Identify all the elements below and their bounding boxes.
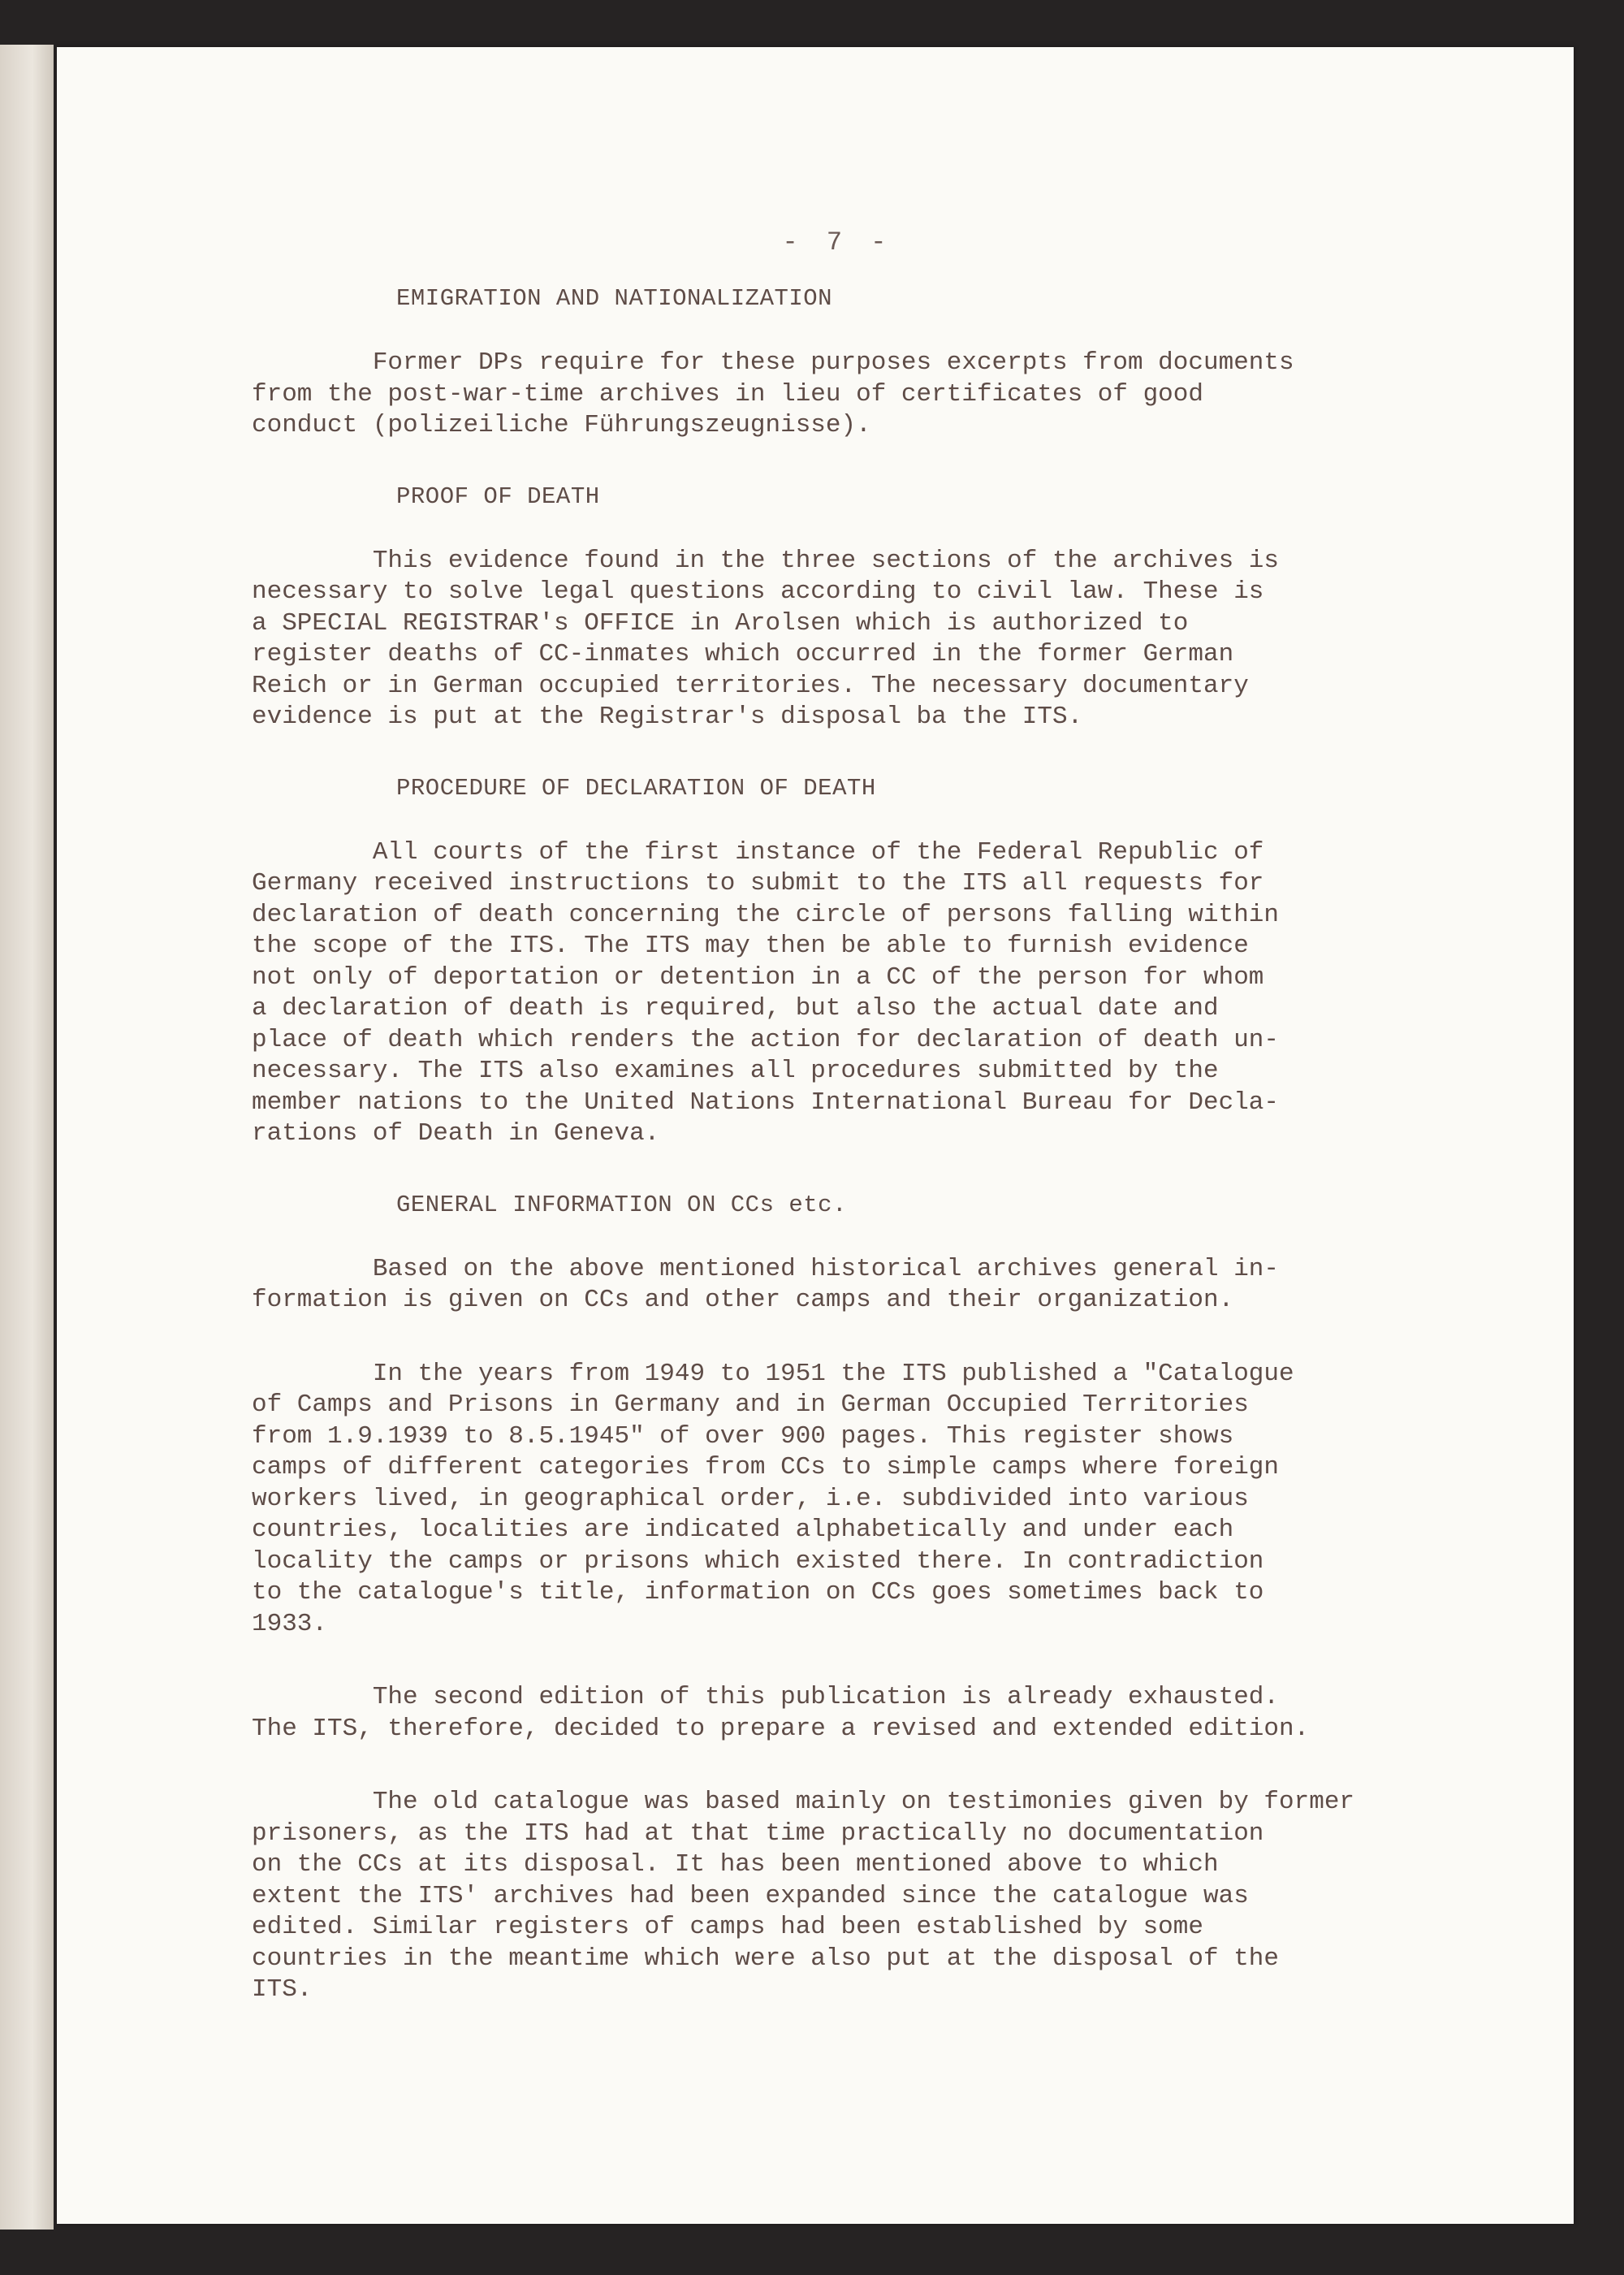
adjacent-page-edge — [0, 45, 54, 2230]
section-heading-proof-of-death: PROOF OF DEATH — [396, 482, 600, 510]
page-number: - 7 - — [782, 227, 893, 257]
section-heading-declaration-of-death: PROCEDURE OF DECLARATION OF DEATH — [396, 774, 876, 802]
section-heading-emigration: EMIGRATION AND NATIONALIZATION — [396, 285, 833, 312]
paragraph-proof-of-death: This evidence found in the three sections of the archives is necessary to solve legal questions according to civil law. These is a SPECIAL REGISTRAR's OFFICE in Arolsen which is authorized to register deaths of CC-inmates which occurred in the former German Reich or in German occupied territories. The necessary documentary evidence is put at the Registrar's disposal ba the ITS. — [252, 546, 1280, 731]
paragraph-catalogue: In the years from 1949 to 1951 the ITS published a "Catalogue of Camps and Prisons in Germany and in German Occupied Territories from 1.9.1939 to 8.5.1945" of over 900 pages. This register shows camps of different categories from CCs to simple camps where foreign workers lived, in geographical order, i.e. subdivided into various countries, localities are indicated alphabetically and under each locality the camps or prisons which existed there. In contradiction to the catalogue's title, information on CCs goes sometimes back to 1933. — [252, 1359, 1294, 1638]
paragraph-old-catalogue: The old catalogue was based mainly on testimonies given by former prisoners, as the ITS had at that time practically no documentation on the CCs at its disposal. It has been mentioned above to which extent the ITS' archives had been expanded since the catalogue was edited. Similar registers of camps had been established by some countries in the meantime which were also put at the disposal of the ITS. — [252, 1788, 1355, 2004]
paragraph-emigration: Former DPs require for these purposes excerpts from documents from the post-war-time archives in lieu of certificates of good conduct (polizeiliche Führungszeugnisse). — [252, 348, 1294, 439]
document-body — [252, 283, 1502, 2006]
section-heading-general-information: GENERAL INFORMATION ON CCs etc. — [396, 1191, 847, 1218]
paragraph-declaration-of-death: All courts of the first instance of the Federal Republic of Germany received instructions to submit to the ITS all requests for declaration of death concerning the circle of persons falling within the scope of the ITS. The ITS may then be able to furnish evidence not only of deportation or detention in a CC of the person for whom a declaration of death is required, but also the actual date and place of death which renders the action for declaration of death un- necessary. The ITS also examines all procedures submitted by the member nations to the United Nations International Bureau for Decla- rations of Death in Geneva. — [252, 837, 1280, 1148]
paragraph-general-information: Based on the above mentioned historical archives general in- formation is given on CCs and other camps and their organization. — [252, 1254, 1280, 1314]
paragraph-second-edition: The second edition of this publication is already exhausted. The ITS, therefore, decided to prepare a revised and extended edition. — [252, 1683, 1310, 1743]
